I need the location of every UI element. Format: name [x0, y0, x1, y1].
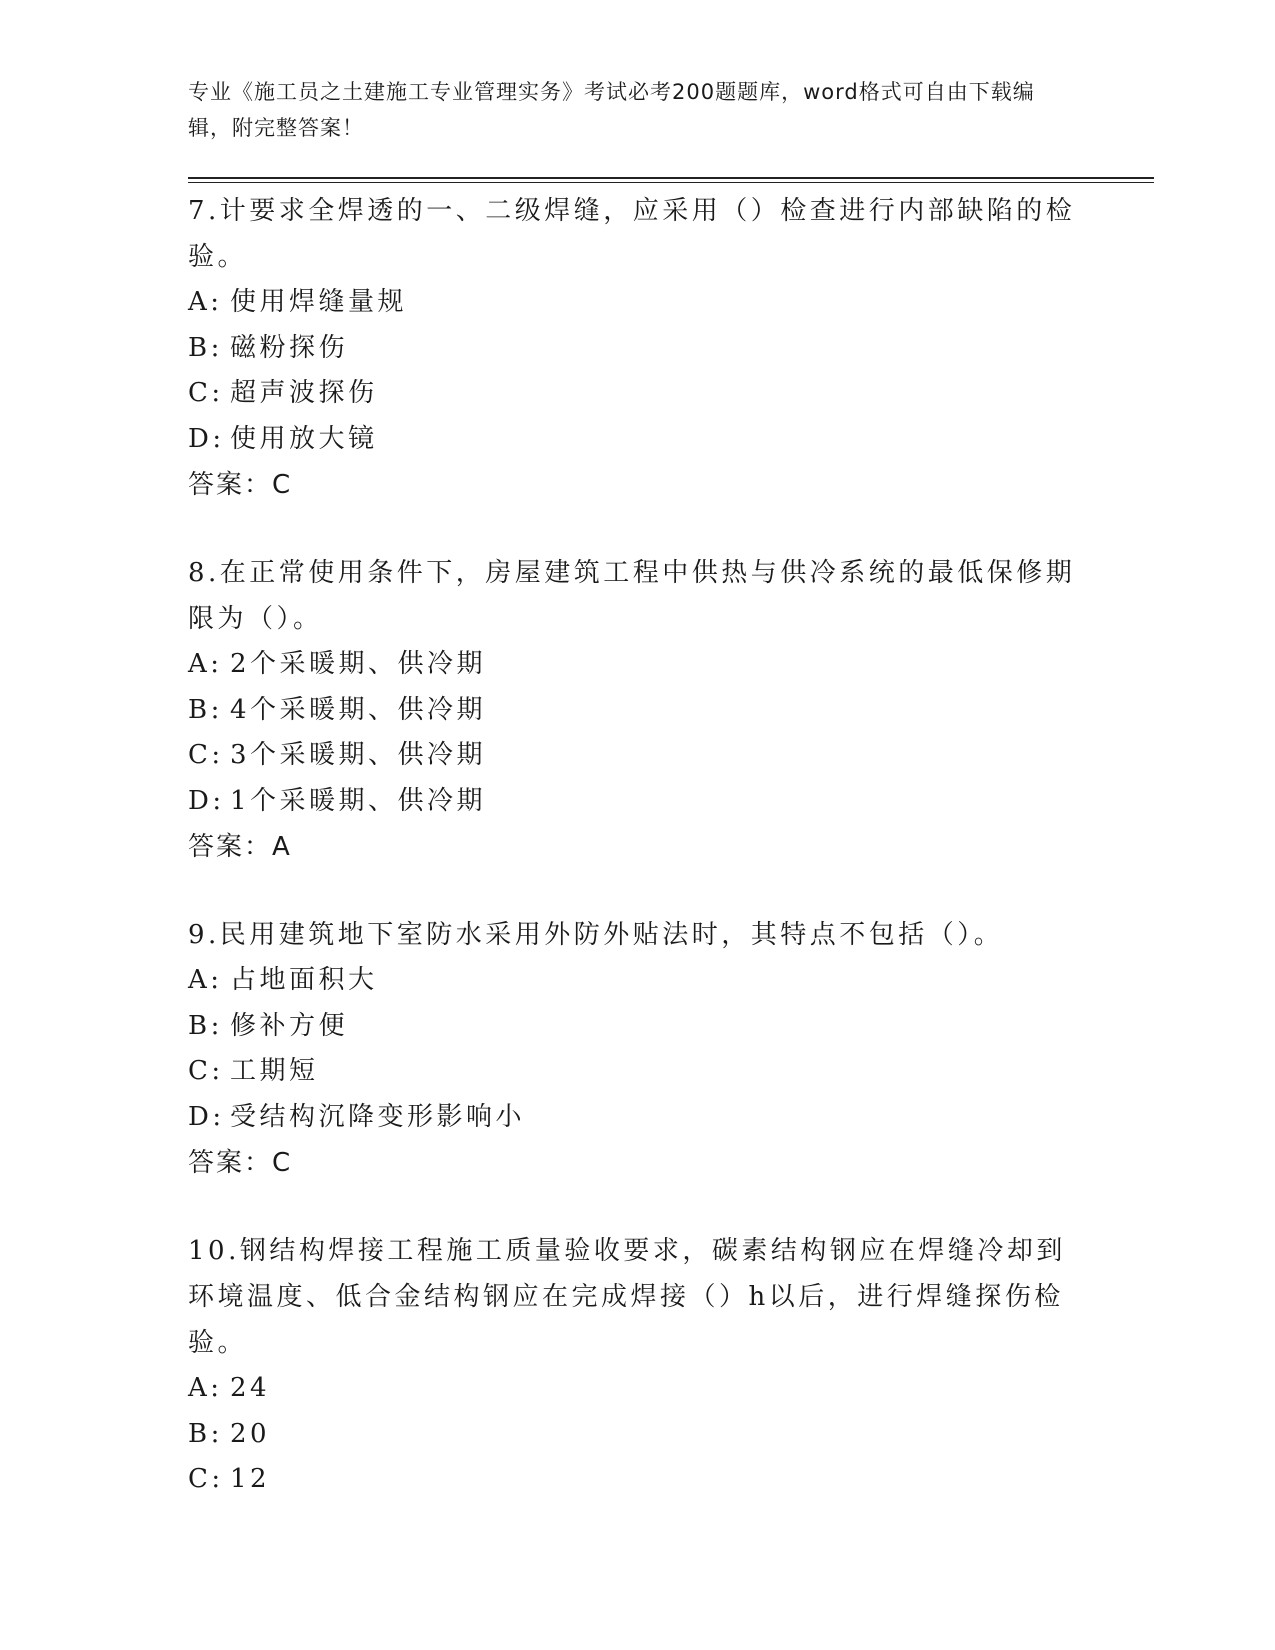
- option-letter: B:: [188, 694, 223, 725]
- option-a: [188, 642, 1088, 688]
- option-text: 2个采暖期、供冷期: [230, 649, 487, 679]
- option-c: [188, 733, 1088, 779]
- option-letter: C:: [188, 1056, 224, 1086]
- option-b: [188, 1412, 1088, 1458]
- option-c: [188, 371, 1088, 417]
- option-letter: B:: [188, 1418, 223, 1449]
- question-7: [188, 188, 1088, 508]
- option-letter: B:: [188, 1010, 223, 1041]
- answer-line: 答案：C: [188, 1148, 293, 1178]
- option-text: 工期短: [230, 1056, 319, 1086]
- document-header: 专业《施工员之土建施工专业管理实务》考试必考200题题库，word格式可自由下载编辑，附完整答案！: [188, 80, 1035, 140]
- option-d: [188, 417, 1088, 463]
- option-letter: C:: [188, 740, 224, 770]
- option-letter: C:: [188, 1464, 224, 1494]
- option-letter: A:: [188, 649, 223, 679]
- option-a: [188, 280, 1088, 326]
- question-9: [188, 912, 1088, 1186]
- option-text: 使用焊缝量规: [230, 287, 408, 317]
- question-10: [188, 1228, 1088, 1503]
- option-text: 1个采暖期、供冷期: [230, 785, 487, 816]
- option-letter: D:: [188, 423, 225, 454]
- option-letter: A:: [188, 965, 223, 995]
- question-stem: 10.钢结构焊接工程施工质量验收要求，碳素结构钢应在焊缝冷却到环境温度、低合金结构钢应在完成焊接（）h以后，进行焊缝探伤检验。: [188, 1236, 1066, 1358]
- option-letter: A:: [188, 287, 223, 317]
- question-stem: 9.民用建筑地下室防水采用外防外贴法时，其特点不包括（）。: [188, 920, 1004, 950]
- option-c: [188, 1457, 1088, 1503]
- option-letter: A:: [188, 1373, 223, 1403]
- option-text: 24: [230, 1373, 271, 1403]
- option-a: [188, 958, 1088, 1004]
- option-text: 占地面积大: [230, 965, 378, 995]
- option-c: [188, 1049, 1088, 1095]
- header-divider-thin: [188, 182, 1154, 183]
- question-8: [188, 550, 1088, 870]
- question-list: [188, 188, 1088, 1545]
- option-text: 12: [230, 1464, 271, 1494]
- option-text: 4个采暖期、供冷期: [230, 694, 487, 725]
- option-text: 20: [230, 1418, 271, 1449]
- option-b: [188, 326, 1088, 372]
- option-text: 3个采暖期、供冷期: [230, 740, 487, 770]
- question-stem: 8.在正常使用条件下，房屋建筑工程中供热与供冷系统的最低保修期限为（）。: [188, 558, 1076, 634]
- option-a: [188, 1366, 1088, 1412]
- option-letter: C:: [188, 378, 224, 408]
- option-letter: D:: [188, 785, 225, 816]
- option-text: 磁粉探伤: [230, 332, 349, 363]
- option-d: [188, 1095, 1088, 1141]
- option-d: [188, 779, 1088, 825]
- option-text: 修补方便: [230, 1010, 349, 1041]
- option-b: [188, 1004, 1088, 1050]
- question-stem: 7.计要求全焊透的一、二级焊缝，应采用（）检查进行内部缺陷的检验。: [188, 196, 1076, 272]
- option-text: 受结构沉降变形影响小: [230, 1101, 526, 1132]
- option-text: 超声波探伤: [230, 378, 378, 408]
- answer-line: 答案：C: [188, 470, 293, 500]
- option-b: [188, 688, 1088, 734]
- option-letter: D:: [188, 1101, 225, 1132]
- option-text: 使用放大镜: [230, 423, 378, 454]
- option-letter: B:: [188, 332, 223, 363]
- header-divider-thick: [188, 177, 1154, 179]
- answer-line: 答案：A: [188, 832, 292, 862]
